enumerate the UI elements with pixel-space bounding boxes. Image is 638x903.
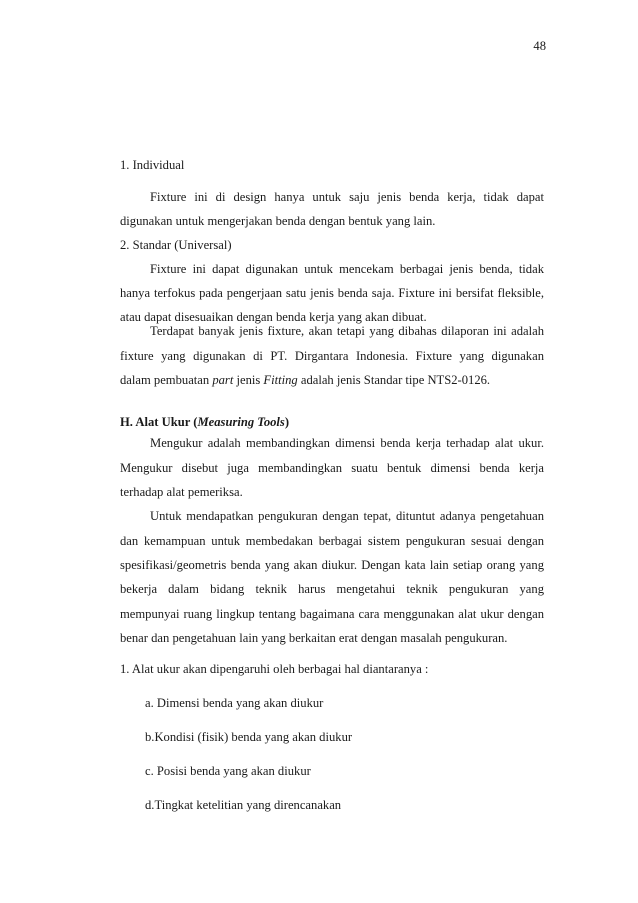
- list-heading-standar: 2. Standar (Universal): [120, 238, 232, 252]
- list-item: c. Posisi benda yang akan diukur: [145, 764, 311, 778]
- list-item: b.Kondisi (fisik) benda yang akan diukur: [145, 730, 353, 744]
- paragraph-line: hanya terfokus pada pengerjaan satu jenis benda saja. Fixture ini bersifat fleksible,: [120, 286, 544, 300]
- paragraph-line: mempunyai ruang lingkup tentang bagaimana cara menggunakan alat ukur dengan: [120, 607, 544, 621]
- paragraph-line: dan kemampuan untuk membedakan berbagai sistem pengukuran sesuai dengan: [120, 534, 544, 548]
- list-heading-alat-ukur: 1. Alat ukur akan dipengaruhi oleh berbagai hal diantaranya :: [120, 662, 429, 676]
- paragraph-line: Fixture ini di design hanya untuk saju jenis benda kerja, tidak dapat: [150, 190, 544, 204]
- list-heading-individual: 1. Individual: [120, 158, 185, 172]
- list-item: a. Dimensi benda yang akan diukur: [145, 696, 324, 710]
- italic-term-part: part: [212, 373, 234, 387]
- paragraph-line: spesifikasi/geometris benda yang akan diukur. Dengan kata lain setiap orang yang: [120, 558, 544, 572]
- paragraph-line: fixture yang digunakan di PT. Dirgantara Indonesia. Fixture yang digunakan: [120, 349, 544, 363]
- paragraph-line: Fixture ini dapat digunakan untuk mencekam berbagai jenis benda, tidak: [150, 262, 544, 276]
- paragraph-line: Mengukur adalah membandingkan dimensi benda kerja terhadap alat ukur.: [150, 436, 544, 450]
- paragraph-line: dalam pembuatan part jenis Fitting adalah jenis Standar tipe NTS2-0126.: [120, 373, 491, 387]
- page-number: 48: [533, 39, 546, 53]
- paragraph-line: digunakan untuk mengerjakan benda dengan bentuk yang lain.: [120, 214, 436, 228]
- italic-term-fitting: Fitting: [263, 373, 298, 387]
- paragraph-line: Untuk mendapatkan pengukuran dengan tepat, dituntut adanya pengetahuan: [150, 509, 544, 523]
- paragraph-line: terhadap alat pemeriksa.: [120, 485, 243, 499]
- paragraph-line: bekerja dalam bidang teknik harus mengetahui teknik pengukuran yang: [120, 582, 544, 596]
- paragraph-line: benar dan pengetahuan lain yang berkaitan erat dengan masalah pengukuran.: [120, 631, 508, 645]
- paragraph-line: Mengukur disebut juga membandingkan suatu bentuk dimensi benda kerja: [120, 461, 544, 475]
- list-item: d.Tingkat ketelitian yang direncanakan: [145, 798, 342, 812]
- paragraph-line: atau dapat disesuaikan dengan benda kerja yang akan dibuat.: [120, 310, 427, 324]
- section-heading-alat-ukur: H. Alat Ukur (Measuring Tools): [120, 415, 290, 429]
- paragraph-line: Terdapat banyak jenis fixture, akan tetapi yang dibahas dilaporan ini adalah: [150, 324, 544, 338]
